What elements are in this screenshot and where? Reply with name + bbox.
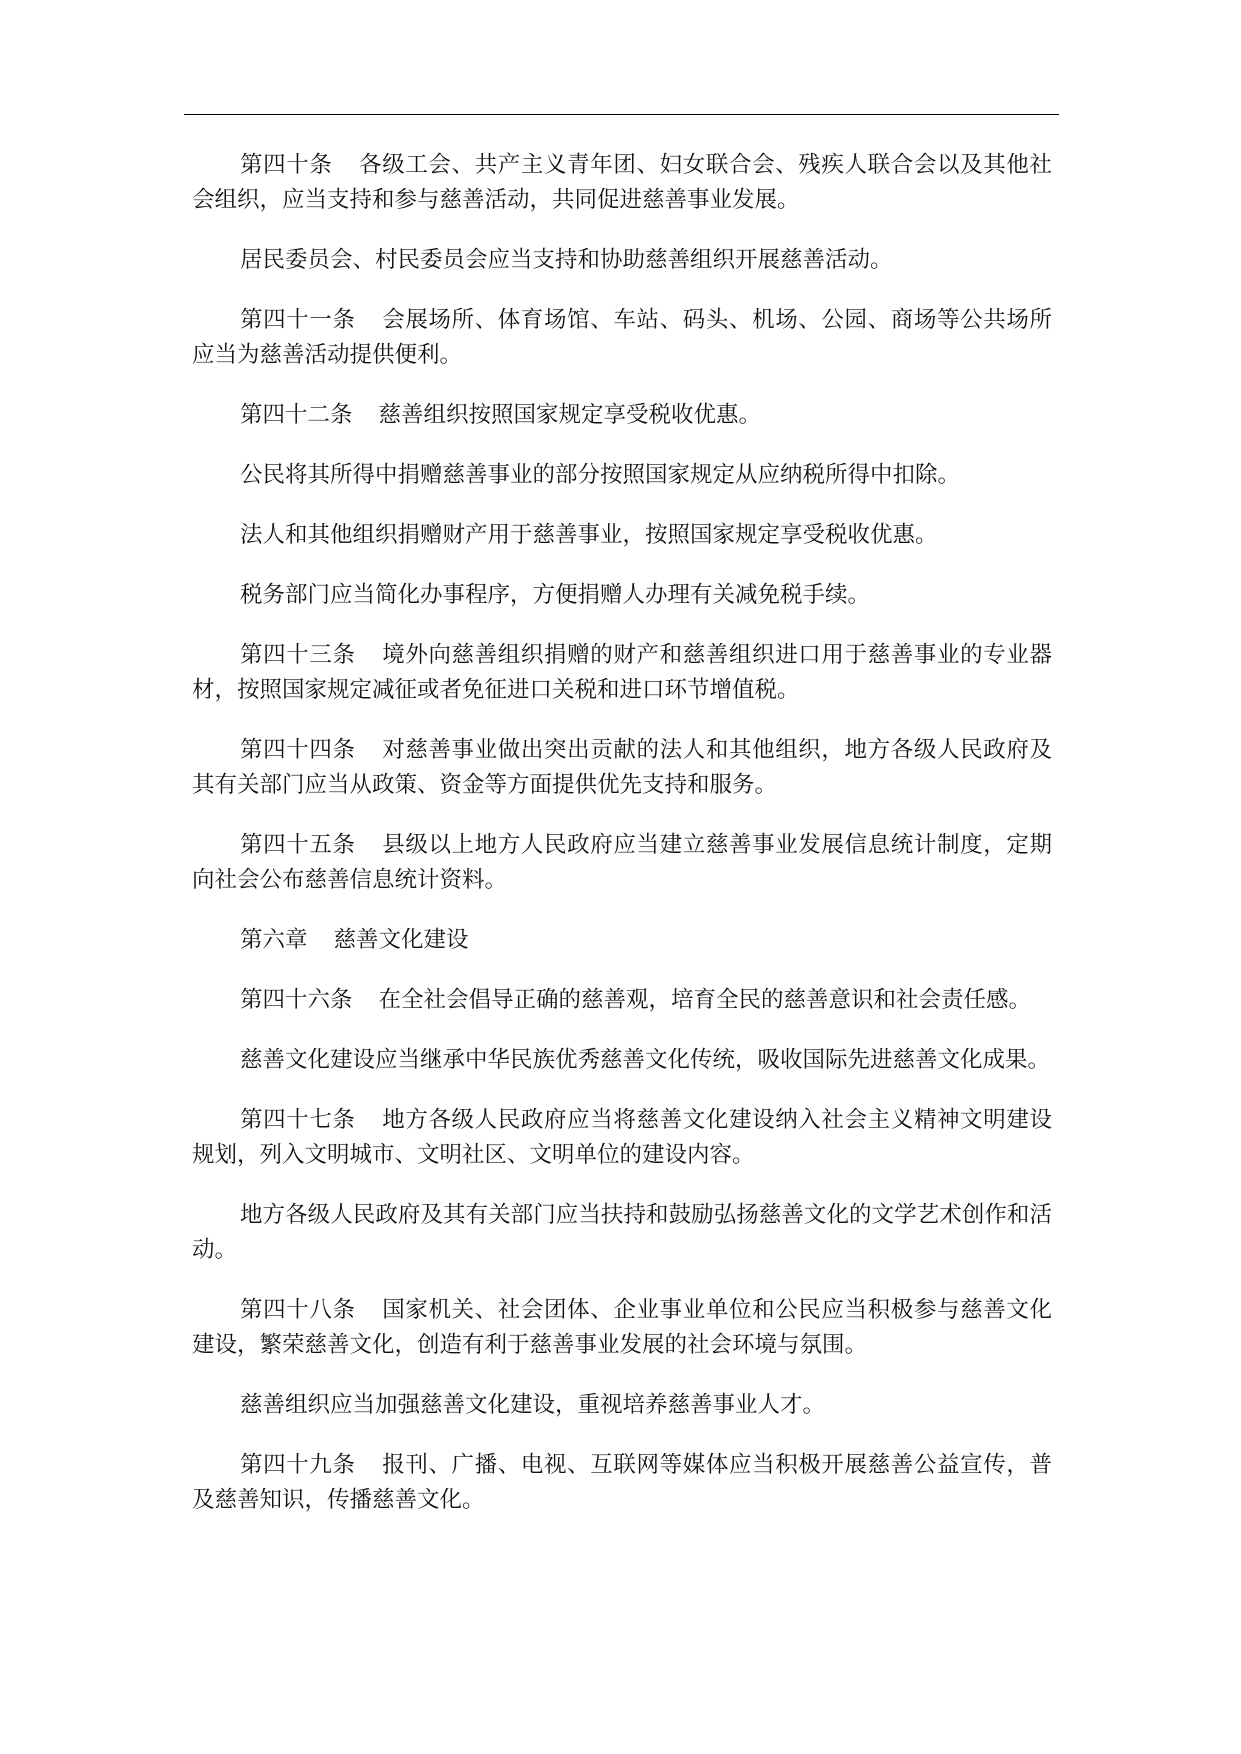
article-number: 第四十四条 xyxy=(240,737,356,763)
paragraph-text: 在全社会倡导正确的慈善观，培育全民的慈善意识和社会责任感。 xyxy=(378,987,1032,1013)
paragraph-text: 慈善组织按照国家规定享受税收优惠。 xyxy=(378,402,762,428)
paragraph-art44 xyxy=(192,733,1052,803)
article-number: 第四十条 xyxy=(240,152,333,178)
paragraph-text: 居民委员会、村民委员会应当支持和协助慈善组织开展慈善活动。 xyxy=(240,247,893,273)
paragraph-text: 地方各级人民政府及其有关部门应当扶持和鼓励弘扬慈善文化的文学艺术创作和活动。 xyxy=(192,1202,1052,1263)
paragraph-text: 国家机关、社会团体、企业事业单位和公民应当积极参与慈善文化建设，繁荣慈善文化，创造有利于慈善事业发展的社会环境与氛围。 xyxy=(192,1297,1052,1358)
paragraph-art47 xyxy=(192,1103,1052,1173)
paragraph-text: 各级工会、共产主义青年团、妇女联合会、残疾人联合会以及其他社会组织，应当支持和参与慈善活动，共同促进慈善事业发展。 xyxy=(192,152,1052,213)
article-number: 第四十三条 xyxy=(240,642,356,668)
paragraph-text: 慈善文化建设应当继承中华民族优秀慈善文化传统，吸收国际先进慈善文化成果。 xyxy=(240,1047,1051,1073)
article-number: 第四十八条 xyxy=(240,1297,356,1323)
article-number: 第四十九条 xyxy=(240,1452,356,1478)
paragraph-text: 对慈善事业做出突出贡献的法人和其他组织，地方各级人民政府及其有关部门应当从政策、资金等方面提供优先支持和服务。 xyxy=(192,737,1052,798)
paragraph-art48-2 xyxy=(192,1388,1052,1423)
paragraph-text: 慈善组织应当加强慈善文化建设，重视培养慈善事业人才。 xyxy=(240,1392,826,1418)
paragraph-art46-2 xyxy=(192,1043,1052,1078)
paragraph-art49 xyxy=(192,1448,1052,1518)
paragraph-text: 报刊、广播、电视、互联网等媒体应当积极开展慈善公益宣传，普及慈善知识，传播慈善文化。 xyxy=(192,1452,1052,1513)
paragraph-art42-4 xyxy=(192,578,1052,613)
paragraph-art43 xyxy=(192,638,1052,708)
paragraph-text: 境外向慈善组织捐赠的财产和慈善组织进口用于慈善事业的专业器材，按照国家规定减征或者免征进口关税和进口环节增值税。 xyxy=(192,642,1052,703)
paragraph-art46 xyxy=(192,983,1052,1018)
article-number: 第四十二条 xyxy=(240,402,353,428)
paragraph-art48 xyxy=(192,1293,1052,1363)
article-number: 第四十一条 xyxy=(240,307,356,333)
paragraph-text: 会展场所、体育场馆、车站、码头、机场、公园、商场等公共场所应当为慈善活动提供便利。 xyxy=(192,307,1052,368)
article-number: 第四十六条 xyxy=(240,987,353,1013)
paragraph-text: 税务部门应当简化办事程序，方便捐赠人办理有关减免税手续。 xyxy=(240,582,871,608)
paragraph-art45 xyxy=(192,828,1052,898)
article-number: 第四十七条 xyxy=(240,1107,356,1133)
paragraph-art42-3 xyxy=(192,518,1052,553)
article-number: 第四十五条 xyxy=(240,832,356,858)
paragraph-art47-2 xyxy=(192,1198,1052,1268)
chapter-number: 第六章 xyxy=(240,927,308,953)
paragraph-text: 法人和其他组织捐赠财产用于慈善事业，按照国家规定享受税收优惠。 xyxy=(240,522,938,548)
paragraph-art40-2 xyxy=(192,243,1052,278)
chapter-heading xyxy=(192,923,1052,958)
document-body xyxy=(192,148,1052,1543)
paragraph-text: 县级以上地方人民政府应当建立慈善事业发展信息统计制度，定期向社会公布慈善信息统计资料。 xyxy=(192,832,1052,893)
paragraph-text: 地方各级人民政府应当将慈善文化建设纳入社会主义精神文明建设规划，列入文明城市、文明社区、文明单位的建设内容。 xyxy=(192,1107,1052,1168)
paragraph-art41 xyxy=(192,303,1052,373)
header-rule xyxy=(184,114,1059,115)
paragraph-art40 xyxy=(192,148,1052,218)
paragraph-text: 公民将其所得中捐赠慈善事业的部分按照国家规定从应纳税所得中扣除。 xyxy=(240,462,961,488)
paragraph-art42-2 xyxy=(192,458,1052,493)
paragraph-art42 xyxy=(192,398,1052,433)
chapter-title: 慈善文化建设 xyxy=(333,927,469,953)
